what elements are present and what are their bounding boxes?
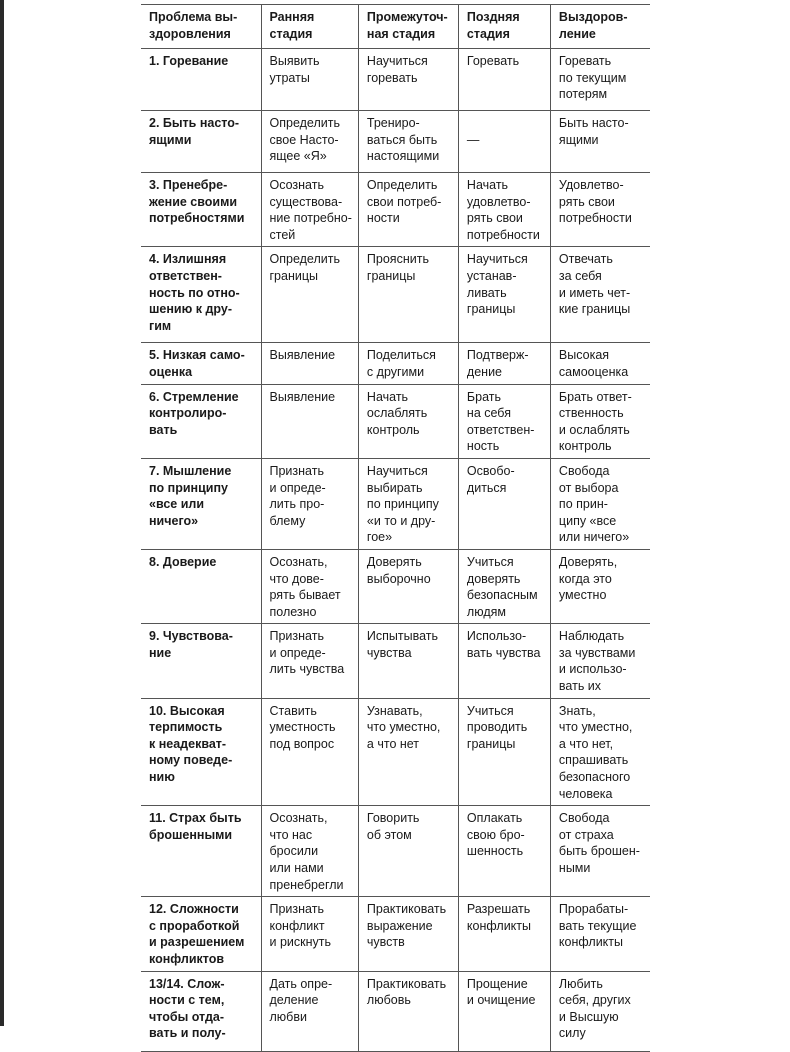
cell-late-stage [458, 698, 550, 806]
cell-text-line: Высокая [558, 348, 610, 363]
cell-text-line: выражение [366, 918, 433, 933]
cell-middle-stage [358, 458, 458, 549]
cell-text-line: устанав- [466, 268, 517, 283]
cell-early-stage [261, 458, 358, 549]
cell-problem [141, 897, 261, 971]
cell-recovery [550, 806, 650, 897]
cell-text-line: а что нет [366, 736, 420, 751]
cell-text-line: по принципу [366, 497, 439, 512]
cell-text-line: ному поведе- [149, 753, 233, 768]
cell-text-line: с проработкой [149, 918, 240, 933]
table-row [141, 897, 650, 971]
cell-text-line: ничего» [149, 513, 199, 528]
header-text-line: Поздняя [466, 10, 520, 24]
cell-early-stage [261, 549, 358, 623]
cell-text-line: Отвечать [558, 252, 613, 267]
cell-late-stage [458, 971, 550, 1051]
cell-text-line: Доверять, [558, 554, 618, 569]
table-row [141, 971, 650, 1051]
cell-text-line: лить про- [269, 497, 325, 512]
cell-text-line: ответствен- [466, 422, 535, 437]
cell-text-line: терпимость [149, 720, 223, 735]
page-edge-shadow [0, 0, 4, 1026]
cell-recovery [550, 49, 650, 111]
cell-late-stage [458, 384, 550, 458]
cell-problem [141, 549, 261, 623]
cell-early-stage [261, 971, 358, 1051]
cell-text-line: лить чувства [269, 662, 345, 677]
header-text-line: Промежуточ- [366, 10, 448, 24]
cell-problem [141, 458, 261, 549]
cell-text-line: за чувствами [558, 645, 636, 660]
cell-problem [141, 384, 261, 458]
header-middle-stage [358, 5, 458, 49]
cell-text-line: и рискнуть [269, 935, 331, 950]
cell-text-line: и опреде- [269, 645, 326, 660]
header-text-line: Проблема вы- [149, 10, 238, 24]
cell-early-stage [261, 698, 358, 806]
cell-recovery [550, 698, 650, 806]
cell-text-line: Научиться [366, 54, 428, 68]
cell-text-line: Подтверж- [466, 348, 529, 363]
cell-text-line: Практиковать [366, 902, 447, 917]
cell-text-line: ящими [149, 132, 192, 147]
cell-early-stage [261, 49, 358, 111]
cell-text-line: Учиться [466, 703, 514, 718]
cell-text-line: Прояснить [366, 252, 429, 267]
cell-middle-stage [358, 111, 458, 173]
cell-text-line: бросили [269, 844, 319, 859]
cell-recovery [550, 173, 650, 247]
cell-recovery [550, 971, 650, 1051]
cell-text-line: стей [269, 227, 296, 242]
cell-early-stage [261, 247, 358, 343]
cell-text-line: 9. Чувствова- [149, 629, 233, 644]
cell-text-line: потребностями [149, 211, 245, 226]
cell-text-line: силу [558, 1026, 586, 1041]
cell-text-line: ственность [558, 406, 624, 421]
cell-text-line: Наблюдать [558, 629, 625, 644]
cell-text-line [467, 115, 544, 132]
cell-text-line: полезно [269, 604, 317, 619]
cell-text-line: «все или [149, 497, 205, 512]
cell-text-line: и Высшую [558, 1009, 619, 1024]
header-early-stage [261, 5, 358, 49]
cell-text-line: Осознать [269, 178, 324, 192]
table-row [141, 624, 650, 698]
cell-text-line: рять свои [558, 194, 615, 209]
cell-text-line: Свобода [558, 463, 610, 478]
cell-text-line: ние потребно- [269, 211, 352, 226]
recovery-stages-table [141, 4, 650, 1052]
cell-text-line: конфликты [466, 918, 531, 933]
cell-text-line: выборочно [366, 571, 431, 586]
cell-text-line: Признать [269, 902, 324, 917]
cell-text-line: Разрешать [466, 902, 531, 917]
cell-early-stage [261, 173, 358, 247]
cell-text-line: ципу «все [558, 513, 617, 528]
cell-text-line: любовь [366, 993, 411, 1008]
cell-text-line: и разрешением [149, 935, 245, 950]
cell-text-line: контроль [366, 422, 420, 437]
cell-middle-stage [358, 549, 458, 623]
cell-text-line: ответствен- [149, 268, 222, 283]
cell-text-line: Выявление [269, 348, 336, 363]
cell-text-line: утраты [269, 70, 310, 85]
cell-text-line: Определить [366, 178, 438, 192]
table-row [141, 173, 650, 247]
cell-text-line: уместно [558, 588, 607, 603]
cell-text-line: Удовлетво- [558, 178, 624, 192]
cell-text-line: ослаблять [366, 406, 428, 421]
cell-late-stage [458, 343, 550, 384]
cell-text-line: потерям [558, 87, 608, 102]
cell-problem [141, 173, 261, 247]
cell-text-line: 7. Мышление [149, 463, 232, 478]
cell-late-stage [458, 549, 550, 623]
cell-late-stage [458, 111, 550, 173]
cell-text-line: и опреде- [269, 480, 326, 495]
cell-text-line: вать текущие [558, 918, 637, 933]
cell-text-line: что нас [269, 827, 313, 842]
cell-text-line: вать их [558, 679, 602, 694]
cell-text-line: Любить [558, 976, 603, 991]
cell-problem [141, 247, 261, 343]
header-text-line: стадия [466, 26, 510, 41]
cell-text-line: 6. Стремление [149, 389, 239, 404]
cell-text-line: 1. Горевание [149, 54, 229, 68]
cell-middle-stage [358, 698, 458, 806]
cell-text-line: удовлетво- [466, 194, 531, 209]
cell-text-line: себя, других [558, 993, 631, 1008]
cell-text-line: ными [558, 861, 591, 875]
cell-text-line: контролиро- [149, 406, 227, 421]
cell-problem [141, 971, 261, 1051]
cell-middle-stage [358, 897, 458, 971]
cell-late-stage [458, 247, 550, 343]
cell-text-line: Трениро- [366, 116, 420, 130]
cell-text-line: горевать [366, 70, 418, 85]
header-text-line: Ранняя [269, 10, 315, 24]
header-late-stage [458, 5, 550, 49]
cell-text-line: что уместно, [366, 720, 441, 735]
cell-text-line: дение [466, 364, 503, 379]
cell-text-line: свое Насто- [269, 132, 339, 147]
cell-text-line: Научиться [466, 252, 528, 267]
cell-text-line: или нами [269, 861, 324, 875]
cell-text-line: Доверять [366, 554, 422, 569]
cell-recovery [550, 458, 650, 549]
cell-late-stage [458, 173, 550, 247]
cell-text-line: гим [149, 318, 172, 333]
cell-text-line: Оплакать [466, 811, 523, 826]
cell-late-stage [458, 897, 550, 971]
table-row [141, 698, 650, 806]
cell-text-line: вать чувства [466, 645, 541, 660]
cell-text-line: по принципу [149, 480, 228, 495]
cell-text-line: Узнавать, [366, 703, 423, 718]
cell-text-line: вать [149, 422, 178, 437]
cell-text-line: границы [269, 268, 318, 283]
header-recovery [550, 5, 650, 49]
header-problem [141, 5, 261, 49]
cell-text-line: от выбора [558, 480, 619, 495]
cell-text-line: чувств [366, 935, 405, 950]
cell-text-line: ность [466, 439, 500, 454]
cell-recovery [550, 384, 650, 458]
cell-text-line: свою бро- [466, 827, 525, 842]
table-row [141, 806, 650, 897]
cell-text-line: от страха [558, 827, 614, 842]
cell-text-line: выбирать [366, 480, 423, 495]
cell-text-line: Определить [269, 252, 340, 267]
cell-text-line: чувства [366, 645, 412, 660]
header-text-line: Выздоров- [558, 10, 628, 24]
cell-text-line: или ничего» [558, 530, 630, 545]
table-row [141, 549, 650, 623]
cell-text-line: потребности [558, 211, 632, 226]
cell-text-line: 13/14. Слож- [149, 976, 225, 991]
cell-text-line: границы [366, 268, 416, 283]
cell-text-line: шению к дру- [149, 302, 233, 317]
cell-text-line: ности [366, 211, 400, 226]
cell-early-stage [261, 111, 358, 173]
cell-text-line: Горевать [558, 54, 612, 68]
cell-text-line: Использо- [466, 629, 527, 644]
cell-late-stage [458, 458, 550, 549]
table-header [141, 5, 650, 49]
cell-late-stage [458, 49, 550, 111]
cell-middle-stage [358, 806, 458, 897]
cell-text-line: когда это [558, 571, 612, 586]
cell-text-line: Начать [466, 178, 509, 192]
cell-text-line: нию [149, 770, 175, 785]
cell-middle-stage [358, 971, 458, 1051]
cell-text-line: уместность [269, 720, 336, 735]
cell-text-line: Начать [366, 389, 409, 404]
cell-middle-stage [358, 384, 458, 458]
cell-text-line: шенность [466, 844, 524, 859]
cell-text-line: Горевать [466, 54, 520, 68]
cell-text-line: а что нет, [558, 736, 614, 751]
cell-problem [141, 698, 261, 806]
cell-text-line: чтобы отда- [149, 1009, 225, 1024]
cell-text-line: 12. Сложности [149, 902, 239, 917]
cell-text-line: границы [466, 736, 516, 751]
cell-text-line: Говорить [366, 811, 420, 826]
cell-text-line: пренебрегли [269, 877, 344, 892]
cell-text-line: Брать ответ- [558, 389, 632, 404]
cell-text-line: безопасного [558, 770, 631, 785]
cell-middle-stage [358, 343, 458, 384]
cell-text-line: Освобо- [466, 463, 515, 478]
cell-text-line: к неадекват- [149, 736, 227, 751]
cell-text-line: Прорабаты- [558, 902, 629, 917]
cell-text-line: Выявить [269, 54, 320, 68]
cell-text-line: вать и полу- [149, 1026, 226, 1041]
cell-text-line: ливать [466, 285, 507, 300]
cell-text-line: 2. Быть насто- [149, 116, 240, 130]
cell-text-line: — [466, 132, 480, 147]
cell-text-line: что уместно, [558, 720, 633, 735]
cell-problem [141, 806, 261, 897]
cell-text-line: по текущим [558, 70, 627, 85]
cell-text-line: быть брошен- [558, 844, 640, 859]
cell-text-line: Знать, [558, 703, 596, 718]
cell-text-line: Осознать, [269, 554, 328, 569]
cell-text-line: рять бывает [269, 588, 341, 603]
cell-text-line: человека [558, 786, 613, 801]
cell-text-line: ваться быть [366, 132, 438, 147]
table-row [141, 458, 650, 549]
cell-text-line: контроль [558, 439, 612, 454]
cell-late-stage [458, 624, 550, 698]
table-row [141, 384, 650, 458]
cell-text-line: и ослаблять [558, 422, 630, 437]
cell-early-stage [261, 624, 358, 698]
cell-text-line: Испытывать [366, 629, 439, 644]
cell-text-line: рять свои [466, 211, 523, 226]
table-row [141, 247, 650, 343]
cell-middle-stage [358, 49, 458, 111]
cell-text-line: Поделиться [366, 348, 436, 363]
cell-text-line: диться [466, 480, 507, 495]
cell-middle-stage [358, 173, 458, 247]
cell-text-line: Научиться [366, 463, 428, 478]
header-row [141, 5, 650, 49]
cell-text-line: ность по отно- [149, 285, 240, 300]
cell-text-line: Выявление [269, 389, 336, 404]
cell-recovery [550, 343, 650, 384]
cell-text-line: границы [466, 302, 516, 317]
cell-recovery [550, 549, 650, 623]
cell-text-line: и очищение [466, 993, 536, 1008]
header-text-line: ная стадия [366, 26, 436, 41]
cell-text-line: оценка [149, 364, 193, 379]
cell-text-line: ящее «Я» [269, 149, 327, 164]
cell-text-line: ние [149, 645, 172, 660]
cell-middle-stage [358, 624, 458, 698]
cell-text-line: безопасным [466, 588, 538, 603]
cell-late-stage [458, 806, 550, 897]
cell-problem [141, 49, 261, 111]
cell-text-line: Определить [269, 116, 340, 130]
cell-text-line: любви [269, 1009, 307, 1024]
cell-text-line: с другими [366, 364, 425, 379]
cell-text-line: настоящими [366, 149, 440, 164]
cell-recovery [550, 111, 650, 173]
cell-text-line: конфликтов [149, 951, 225, 966]
cell-problem [141, 111, 261, 173]
cell-text-line: на себя [466, 406, 511, 421]
cell-text-line: людям [466, 604, 506, 619]
cell-text-line: брошенными [149, 827, 233, 842]
table-body [141, 49, 650, 1052]
cell-text-line: Прощение [466, 976, 528, 991]
header-text-line: стадия [269, 26, 313, 41]
cell-early-stage [261, 897, 358, 971]
cell-text-line: самооценка [558, 364, 629, 379]
cell-text-line: 4. Излишняя [149, 252, 227, 267]
cell-text-line: потребности [466, 227, 540, 242]
cell-text-line: Ставить [269, 703, 317, 718]
cell-text-line: 3. Пренебре- [149, 178, 228, 192]
cell-text-line: жение своими [149, 194, 238, 209]
cell-text-line: существова- [269, 194, 343, 209]
cell-text-line: за себя [558, 268, 602, 283]
cell-text-line: Признать [269, 463, 324, 478]
cell-text-line: Осознать, [269, 811, 328, 826]
cell-problem [141, 624, 261, 698]
cell-text-line: под вопрос [269, 736, 335, 751]
cell-recovery [550, 897, 650, 971]
cell-early-stage [261, 806, 358, 897]
cell-text-line: 11. Страх быть [149, 811, 242, 826]
table-row [141, 49, 650, 111]
cell-text-line: что дове- [269, 571, 324, 586]
cell-recovery [550, 624, 650, 698]
cell-text-line: ности с тем, [149, 993, 225, 1008]
cell-text-line: 10. Высокая [149, 703, 225, 718]
cell-text-line: ящими [558, 132, 599, 147]
cell-text-line: Быть насто- [558, 116, 629, 130]
cell-text-line: деление [269, 993, 319, 1008]
cell-text-line: Брать [466, 389, 501, 404]
cell-text-line: по прин- [558, 497, 608, 512]
cell-text-line: и иметь чет- [558, 285, 631, 300]
cell-text-line: и использо- [558, 662, 627, 677]
cell-text-line: 8. Доверие [149, 554, 217, 569]
header-text-line: здоровления [149, 26, 231, 41]
cell-text-line: Практиковать [366, 976, 447, 991]
table-row [141, 343, 650, 384]
cell-text-line: Признать [269, 629, 324, 644]
cell-recovery [550, 247, 650, 343]
cell-text-line: конфликты [558, 935, 623, 950]
cell-text-line: Учиться [466, 554, 514, 569]
cell-text-line: доверять [466, 571, 521, 586]
cell-problem [141, 343, 261, 384]
cell-text-line: кие границы [558, 302, 631, 317]
cell-middle-stage [358, 247, 458, 343]
cell-text-line: гое» [366, 530, 393, 545]
cell-text-line: спрашивать [558, 753, 629, 768]
header-text-line: ление [558, 26, 596, 41]
table-row [141, 111, 650, 173]
cell-text-line: 5. Низкая само- [149, 348, 245, 363]
cell-text-line: Свобода [558, 811, 610, 826]
cell-text-line: проводить [466, 720, 528, 735]
cell-text-line: об этом [366, 827, 412, 842]
cell-text-line: свои потреб- [366, 194, 442, 209]
cell-early-stage [261, 384, 358, 458]
cell-text-line: конфликт [269, 918, 325, 933]
cell-text-line: Дать опре- [269, 976, 333, 991]
cell-text-line: «и то и дру- [366, 513, 436, 528]
cell-text-line: блему [269, 513, 306, 528]
cell-early-stage [261, 343, 358, 384]
